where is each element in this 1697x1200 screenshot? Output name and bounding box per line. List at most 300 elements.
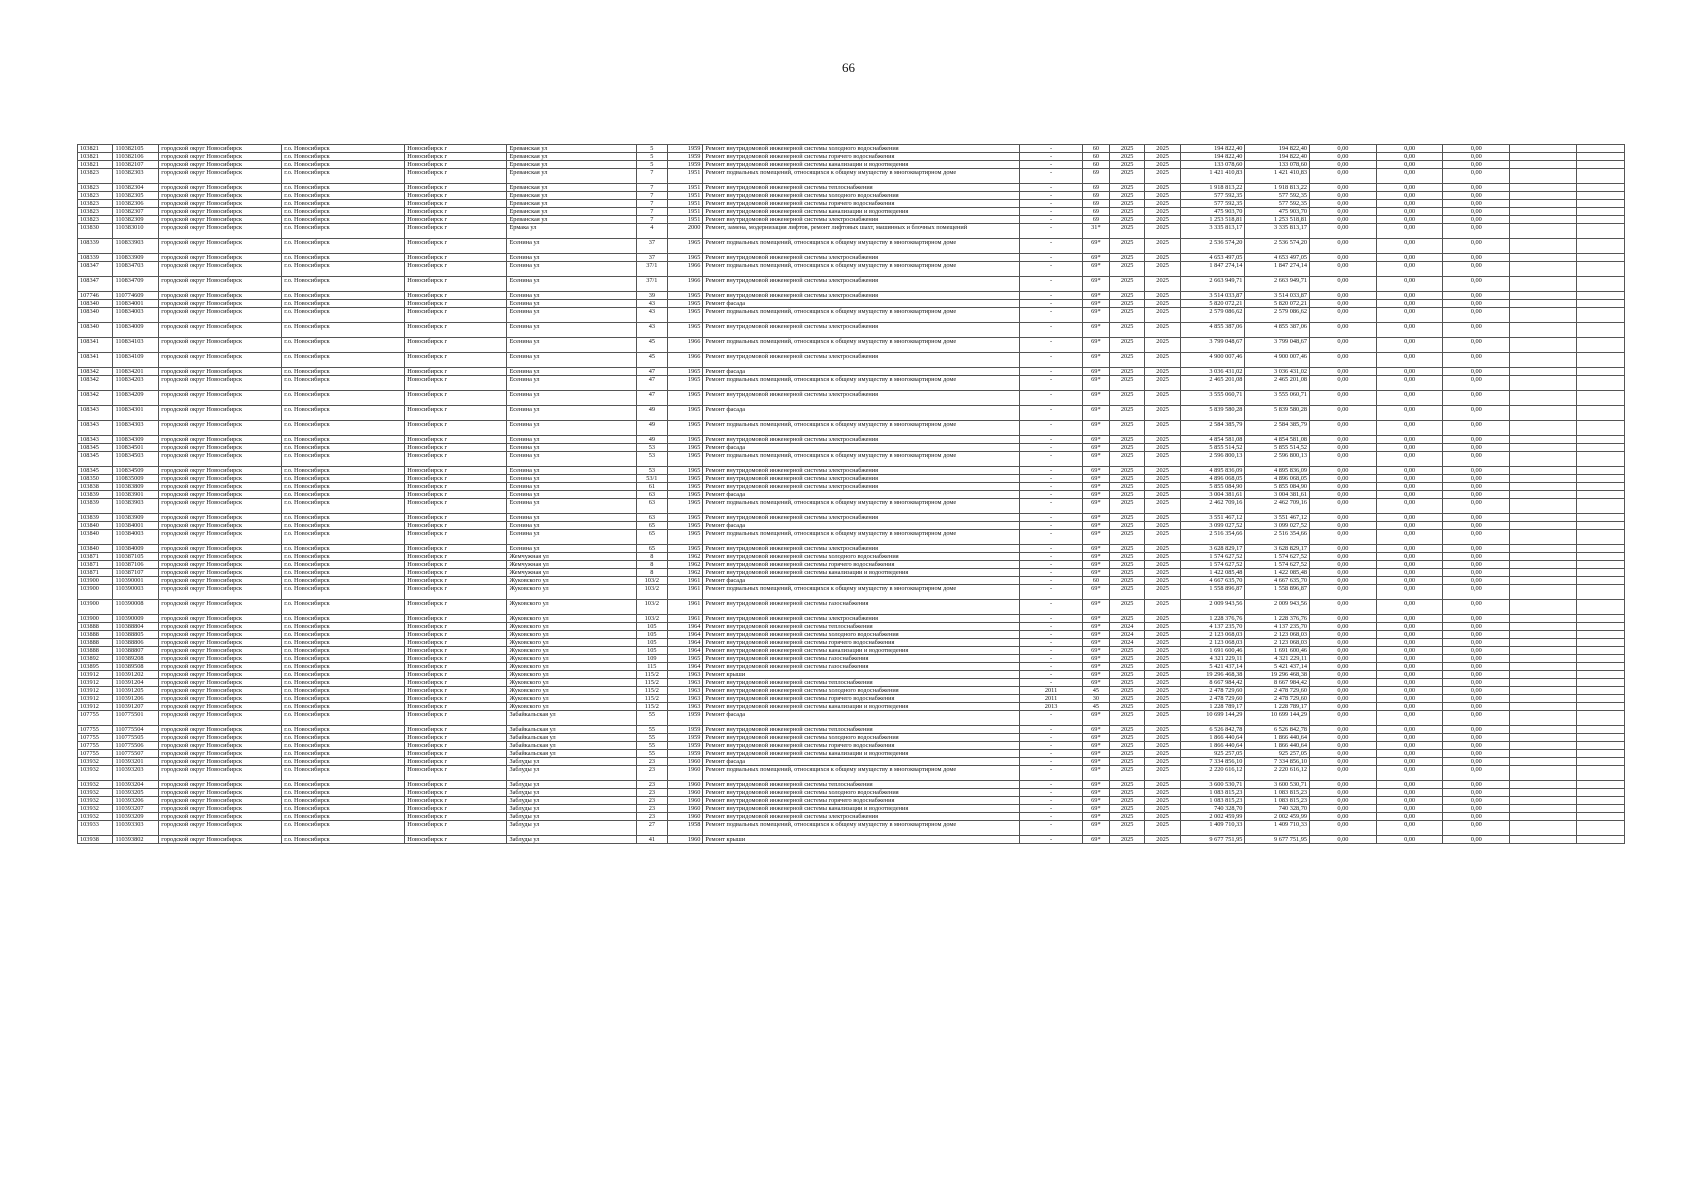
cell-build-year: 1965 [667,308,702,323]
cell-municipality: городской округ Новосибирск [159,452,282,467]
cell-cost-fund: 1 691 600,46 [1245,647,1310,655]
cell-build-year: 1958 [667,821,702,836]
cell-plan-year-start: 2025 [1109,452,1144,467]
cell-cost-total: 2 478 729,60 [1180,687,1245,695]
cell-cost-other: 0,00 [1443,553,1510,561]
cell-cost-total: 3 600 530,71 [1180,781,1245,789]
cell-plan-year-end: 2025 [1145,184,1180,192]
cell-district: г.о. Новосибирск [282,216,405,224]
cell-empty-cell [1576,742,1624,750]
cell-work-type: Ремонт внутридомовой инженерной системы горячего водоснабжения [703,200,1020,208]
cell-district: г.о. Новосибирск [282,679,405,687]
cell-wear-percent: 69 [1082,192,1109,200]
cell-build-year: 1951 [667,216,702,224]
cell-city: Новосибирск г [405,368,507,376]
cell-cost-other: 0,00 [1443,781,1510,789]
cell-cost-fund: 10 699 144,29 [1245,711,1310,726]
table-row [78,553,1625,561]
cell-empty-cell [1510,789,1577,797]
cell-cost-total: 3 004 381,61 [1180,491,1245,499]
cell-plan-year-end: 2025 [1145,338,1180,353]
cell-cost-fund: 5 855 514,52 [1245,444,1310,452]
cell-cost-other: 0,00 [1443,758,1510,766]
cell-municipality: городской округ Новосибирск [159,254,282,262]
cell-street: Жуковского ул [507,671,636,679]
cell-cost-total: 4 854 581,08 [1180,436,1245,444]
cell-last-repair-year: - [1020,734,1083,742]
cell-cost-budget-2: 0,00 [1376,687,1443,695]
cell-work-id: 110387105 [113,553,159,561]
cell-plan-year-start: 2025 [1109,421,1144,436]
cell-work-id: 110388806 [113,639,159,647]
cell-city: Новосибирск г [405,631,507,639]
cell-cost-budget-2: 0,00 [1376,421,1443,436]
cell-cost-other: 0,00 [1443,836,1510,844]
cell-city: Новосибирск г [405,376,507,391]
cell-empty-cell [1576,161,1624,169]
cell-plan-year-end: 2025 [1145,615,1180,623]
cell-empty-cell [1510,615,1577,623]
cell-work-id: 110383010 [113,224,159,239]
cell-empty-cell [1576,353,1624,368]
cell-plan-year-start: 2025 [1109,300,1144,308]
cell-house-number: 37 [636,239,667,254]
cell-house-id: 108350 [78,475,113,483]
cell-cost-fund: 1 847 274,14 [1245,262,1310,277]
cell-house-id: 103932 [78,805,113,813]
cell-house-id: 108340 [78,300,113,308]
cell-wear-percent: 45 [1082,687,1109,695]
cell-street: Ереванская ул [507,216,636,224]
cell-cost-fund: 4 855 387,06 [1245,323,1310,338]
cell-work-type: Ремонт внутридомовой инженерной системы теплоснабжения [703,726,1020,734]
cell-municipality: городской округ Новосибирск [159,836,282,844]
cell-plan-year-start: 2025 [1109,391,1144,406]
cell-district: г.о. Новосибирск [282,553,405,561]
cell-work-type: Ремонт подвальных помещений, относящихся к общему имуществу в многоквартирном доме [703,452,1020,467]
table-row [78,216,1625,224]
cell-house-id: 107755 [78,734,113,742]
cell-cost-budget-1: 0,00 [1310,239,1377,254]
cell-street: Есенина ул [507,391,636,406]
cell-work-type: Ремонт внутридомовой инженерной системы канализации и водоотведения [703,805,1020,813]
cell-cost-other: 0,00 [1443,368,1510,376]
cell-cost-budget-2: 0,00 [1376,781,1443,789]
cell-work-type: Ремонт внутридомовой инженерной системы электроснабжения [703,475,1020,483]
cell-district: г.о. Новосибирск [282,631,405,639]
cell-build-year: 1964 [667,623,702,631]
cell-municipality: городской округ Новосибирск [159,200,282,208]
cell-plan-year-start: 2025 [1109,338,1144,353]
cell-house-number: 37 [636,254,667,262]
cell-cost-budget-1: 0,00 [1310,153,1377,161]
cell-wear-percent: 45 [1082,703,1109,711]
cell-house-id: 103838 [78,483,113,491]
cell-plan-year-start: 2025 [1109,499,1144,514]
cell-house-id: 108345 [78,467,113,475]
cell-city: Новосибирск г [405,277,507,292]
cell-cost-fund: 1 421 410,83 [1245,169,1310,184]
cell-cost-fund: 5 820 072,21 [1245,300,1310,308]
cell-house-id: 103900 [78,585,113,600]
cell-cost-other: 0,00 [1443,687,1510,695]
cell-cost-budget-1: 0,00 [1310,789,1377,797]
cell-wear-percent: 69* [1082,726,1109,734]
cell-empty-cell [1576,813,1624,821]
cell-municipality: городской округ Новосибирск [159,530,282,545]
cell-work-type: Ремонт внутридомовой инженерной системы теплоснабжения [703,679,1020,687]
cell-cost-other: 0,00 [1443,300,1510,308]
cell-work-id: 110834303 [113,421,159,436]
cell-plan-year-start: 2025 [1109,224,1144,239]
cell-plan-year-start: 2025 [1109,467,1144,475]
cell-build-year: 1959 [667,153,702,161]
cell-plan-year-end: 2025 [1145,703,1180,711]
cell-plan-year-end: 2025 [1145,153,1180,161]
cell-house-number: 109 [636,655,667,663]
table-row [78,726,1625,734]
cell-plan-year-end: 2025 [1145,300,1180,308]
cell-cost-total: 194 822,40 [1180,153,1245,161]
cell-cost-budget-1: 0,00 [1310,687,1377,695]
cell-work-type: Ремонт внутридомовой инженерной системы канализации и водоотведения [703,208,1020,216]
cell-empty-cell [1576,821,1624,836]
cell-cost-other: 0,00 [1443,577,1510,585]
cell-cost-budget-1: 0,00 [1310,758,1377,766]
cell-house-id: 103839 [78,499,113,514]
cell-district: г.о. Новосибирск [282,726,405,734]
cell-cost-total: 4 321 229,11 [1180,655,1245,663]
cell-empty-cell [1510,623,1577,631]
cell-wear-percent: 69* [1082,467,1109,475]
cell-plan-year-end: 2025 [1145,671,1180,679]
cell-cost-fund: 2 465 201,08 [1245,376,1310,391]
cell-work-type: Ремонт внутридомовой инженерной системы холодного водоснабжения [703,734,1020,742]
cell-work-type: Ремонт подвальных помещений, относящихся к общему имуществу в многоквартирном доме [703,530,1020,545]
cell-district: г.о. Новосибирск [282,452,405,467]
cell-last-repair-year: - [1020,292,1083,300]
cell-house-number: 5 [636,153,667,161]
cell-street: Есенина ул [507,323,636,338]
cell-empty-cell [1576,615,1624,623]
cell-street: Есенина ул [507,308,636,323]
cell-street: Есенина ул [507,421,636,436]
cell-cost-fund: 1 409 710,33 [1245,821,1310,836]
cell-house-id: 108340 [78,308,113,323]
cell-plan-year-start: 2025 [1109,239,1144,254]
cell-city: Новосибирск г [405,813,507,821]
cell-cost-other: 0,00 [1443,695,1510,703]
cell-empty-cell [1510,600,1577,615]
cell-city: Новосибирск г [405,766,507,781]
cell-cost-budget-1: 0,00 [1310,483,1377,491]
cell-cost-other: 0,00 [1443,338,1510,353]
cell-cost-budget-2: 0,00 [1376,262,1443,277]
cell-cost-other: 0,00 [1443,376,1510,391]
cell-empty-cell [1576,758,1624,766]
cell-build-year: 1959 [667,742,702,750]
cell-cost-total: 4 855 387,06 [1180,323,1245,338]
cell-build-year: 1962 [667,553,702,561]
cell-cost-budget-2: 0,00 [1376,569,1443,577]
cell-work-id: 110391206 [113,695,159,703]
cell-work-type: Ремонт внутридомовой инженерной системы теплоснабжения [703,781,1020,789]
cell-house-id: 108342 [78,391,113,406]
cell-plan-year-start: 2025 [1109,789,1144,797]
table-row [78,161,1625,169]
cell-cost-other: 0,00 [1443,184,1510,192]
cell-street: Есенина ул [507,475,636,483]
cell-empty-cell [1510,277,1577,292]
cell-city: Новосибирск г [405,569,507,577]
cell-city: Новосибирск г [405,726,507,734]
cell-empty-cell [1510,239,1577,254]
cell-empty-cell [1576,239,1624,254]
cell-cost-budget-1: 0,00 [1310,277,1377,292]
cell-cost-total: 1 866 440,64 [1180,742,1245,750]
cell-cost-budget-2: 0,00 [1376,836,1443,844]
cell-city: Новосибирск г [405,467,507,475]
cell-cost-budget-1: 0,00 [1310,766,1377,781]
cell-empty-cell [1510,391,1577,406]
cell-empty-cell [1576,789,1624,797]
cell-city: Новосибирск г [405,444,507,452]
cell-house-number: 5 [636,161,667,169]
cell-cost-total: 3 551 467,12 [1180,514,1245,522]
table-row [78,615,1625,623]
cell-municipality: городской округ Новосибирск [159,391,282,406]
cell-empty-cell [1510,292,1577,300]
cell-work-type: Ремонт внутридомовой инженерной системы электроснабжения [703,292,1020,300]
cell-house-number: 7 [636,216,667,224]
cell-last-repair-year: - [1020,467,1083,475]
cell-house-id: 103823 [78,208,113,216]
table-row [78,224,1625,239]
cell-cost-other: 0,00 [1443,821,1510,836]
cell-cost-fund: 9 677 751,95 [1245,836,1310,844]
cell-cost-budget-2: 0,00 [1376,499,1443,514]
cell-cost-other: 0,00 [1443,491,1510,499]
cell-cost-budget-1: 0,00 [1310,647,1377,655]
cell-empty-cell [1510,444,1577,452]
cell-city: Новосибирск г [405,742,507,750]
cell-wear-percent: 60 [1082,577,1109,585]
cell-district: г.о. Новосибирск [282,475,405,483]
cell-last-repair-year: - [1020,742,1083,750]
cell-cost-total: 577 592,35 [1180,200,1245,208]
cell-house-id: 103888 [78,631,113,639]
cell-cost-other: 0,00 [1443,200,1510,208]
table-row [78,323,1625,338]
cell-house-number: 23 [636,797,667,805]
cell-last-repair-year: - [1020,577,1083,585]
cell-build-year: 1963 [667,671,702,679]
cell-cost-total: 2 123 068,03 [1180,639,1245,647]
cell-work-type: Ремонт внутридомовой инженерной системы газоснабжения [703,663,1020,671]
cell-last-repair-year: - [1020,679,1083,687]
cell-last-repair-year: - [1020,483,1083,491]
cell-empty-cell [1576,623,1624,631]
cell-street: Есенина ул [507,499,636,514]
cell-district: г.о. Новосибирск [282,483,405,491]
table-row [78,514,1625,522]
cell-house-number: 4 [636,224,667,239]
cell-build-year: 1960 [667,789,702,797]
cell-house-id: 103938 [78,836,113,844]
cell-district: г.о. Новосибирск [282,491,405,499]
cell-cost-budget-1: 0,00 [1310,145,1377,153]
cell-city: Новосибирск г [405,391,507,406]
cell-city: Новосибирск г [405,436,507,444]
cell-last-repair-year: - [1020,530,1083,545]
cell-plan-year-start: 2025 [1109,436,1144,444]
cell-house-id: 103821 [78,161,113,169]
cell-plan-year-end: 2025 [1145,766,1180,781]
table-row [78,805,1625,813]
cell-district: г.о. Новосибирск [282,742,405,750]
cell-street: Ереванская ул [507,169,636,184]
cell-cost-budget-1: 0,00 [1310,184,1377,192]
cell-work-id: 110834109 [113,353,159,368]
cell-empty-cell [1510,169,1577,184]
cell-build-year: 1965 [667,436,702,444]
cell-empty-cell [1576,530,1624,545]
cell-street: Есенина ул [507,239,636,254]
cell-district: г.о. Новосибирск [282,353,405,368]
cell-wear-percent: 69* [1082,338,1109,353]
cell-house-id: 103888 [78,647,113,655]
cell-work-type: Ремонт внутридомовой инженерной системы электроснабжения [703,483,1020,491]
cell-cost-total: 2 009 943,56 [1180,600,1245,615]
cell-street: Заблуды ул [507,789,636,797]
cell-plan-year-start: 2025 [1109,671,1144,679]
cell-plan-year-end: 2025 [1145,647,1180,655]
cell-wear-percent: 69* [1082,444,1109,452]
cell-district: г.о. Новосибирск [282,647,405,655]
cell-cost-total: 1 866 440,64 [1180,734,1245,742]
cell-house-number: 7 [636,169,667,184]
cell-plan-year-end: 2025 [1145,695,1180,703]
cell-house-number: 41 [636,836,667,844]
cell-last-repair-year: - [1020,216,1083,224]
cell-city: Новосибирск г [405,338,507,353]
cell-plan-year-start: 2025 [1109,323,1144,338]
cell-house-number: 23 [636,789,667,797]
cell-empty-cell [1576,376,1624,391]
cell-street: Забайкальская ул [507,750,636,758]
cell-house-id: 103900 [78,600,113,615]
cell-empty-cell [1576,695,1624,703]
cell-wear-percent: 69* [1082,436,1109,444]
cell-plan-year-start: 2025 [1109,836,1144,844]
cell-last-repair-year: - [1020,623,1083,631]
cell-work-id: 110382106 [113,153,159,161]
cell-plan-year-start: 2025 [1109,200,1144,208]
cell-empty-cell [1576,277,1624,292]
cell-cost-budget-1: 0,00 [1310,569,1377,577]
cell-build-year: 1965 [667,475,702,483]
cell-last-repair-year: - [1020,797,1083,805]
cell-build-year: 1965 [667,406,702,421]
cell-plan-year-start: 2025 [1109,615,1144,623]
cell-cost-fund: 19 296 468,38 [1245,671,1310,679]
cell-last-repair-year: - [1020,805,1083,813]
cell-cost-budget-2: 0,00 [1376,561,1443,569]
cell-work-id: 110834209 [113,391,159,406]
cell-plan-year-start: 2025 [1109,145,1144,153]
cell-wear-percent: 69* [1082,742,1109,750]
cell-house-number: 55 [636,711,667,726]
table-row [78,353,1625,368]
cell-house-number: 43 [636,300,667,308]
cell-cost-other: 0,00 [1443,239,1510,254]
cell-city: Новосибирск г [405,561,507,569]
table-row [78,475,1625,483]
cell-last-repair-year: - [1020,522,1083,530]
cell-empty-cell [1510,483,1577,491]
cell-cost-budget-2: 0,00 [1376,711,1443,726]
cell-cost-total: 577 592,35 [1180,192,1245,200]
cell-work-id: 110390003 [113,585,159,600]
cell-plan-year-end: 2025 [1145,452,1180,467]
cell-house-number: 5 [636,145,667,153]
cell-house-id: 103912 [78,671,113,679]
table-row [78,467,1625,475]
cell-cost-budget-2: 0,00 [1376,436,1443,444]
cell-cost-budget-1: 0,00 [1310,623,1377,631]
cell-municipality: городской округ Новосибирск [159,703,282,711]
cell-build-year: 1965 [667,530,702,545]
cell-wear-percent: 69* [1082,663,1109,671]
cell-municipality: городской округ Новосибирск [159,262,282,277]
cell-plan-year-start: 2025 [1109,308,1144,323]
cell-house-number: 47 [636,368,667,376]
cell-house-id: 103839 [78,491,113,499]
cell-work-id: 110834501 [113,444,159,452]
cell-house-number: 47 [636,391,667,406]
cell-wear-percent: 69* [1082,353,1109,368]
table-row [78,631,1625,639]
cell-cost-budget-1: 0,00 [1310,308,1377,323]
cell-last-repair-year: 2011 [1020,687,1083,695]
cell-build-year: 1965 [667,300,702,308]
cell-district: г.о. Новосибирск [282,813,405,821]
cell-house-number: 115 [636,663,667,671]
cell-work-type: Ремонт фасада [703,577,1020,585]
cell-house-number: 49 [636,406,667,421]
cell-work-id: 110391207 [113,703,159,711]
cell-work-type: Ремонт внутридомовой инженерной системы канализации и водоотведения [703,647,1020,655]
cell-municipality: городской округ Новосибирск [159,483,282,491]
cell-street: Забайкальская ул [507,734,636,742]
cell-cost-budget-2: 0,00 [1376,522,1443,530]
cell-build-year: 1964 [667,647,702,655]
cell-last-repair-year: - [1020,836,1083,844]
cell-cost-total: 5 839 580,28 [1180,406,1245,421]
cell-cost-budget-1: 0,00 [1310,522,1377,530]
cell-house-id: 108345 [78,452,113,467]
cell-district: г.о. Новосибирск [282,514,405,522]
cell-empty-cell [1510,406,1577,421]
cell-city: Новосибирск г [405,836,507,844]
cell-empty-cell [1576,499,1624,514]
cell-last-repair-year: - [1020,254,1083,262]
cell-work-type: Ремонт внутридомовой инженерной системы горячего водоснабжения [703,797,1020,805]
cell-municipality: городской округ Новосибирск [159,292,282,300]
cell-last-repair-year: - [1020,444,1083,452]
cell-cost-budget-2: 0,00 [1376,300,1443,308]
cell-build-year: 1959 [667,711,702,726]
